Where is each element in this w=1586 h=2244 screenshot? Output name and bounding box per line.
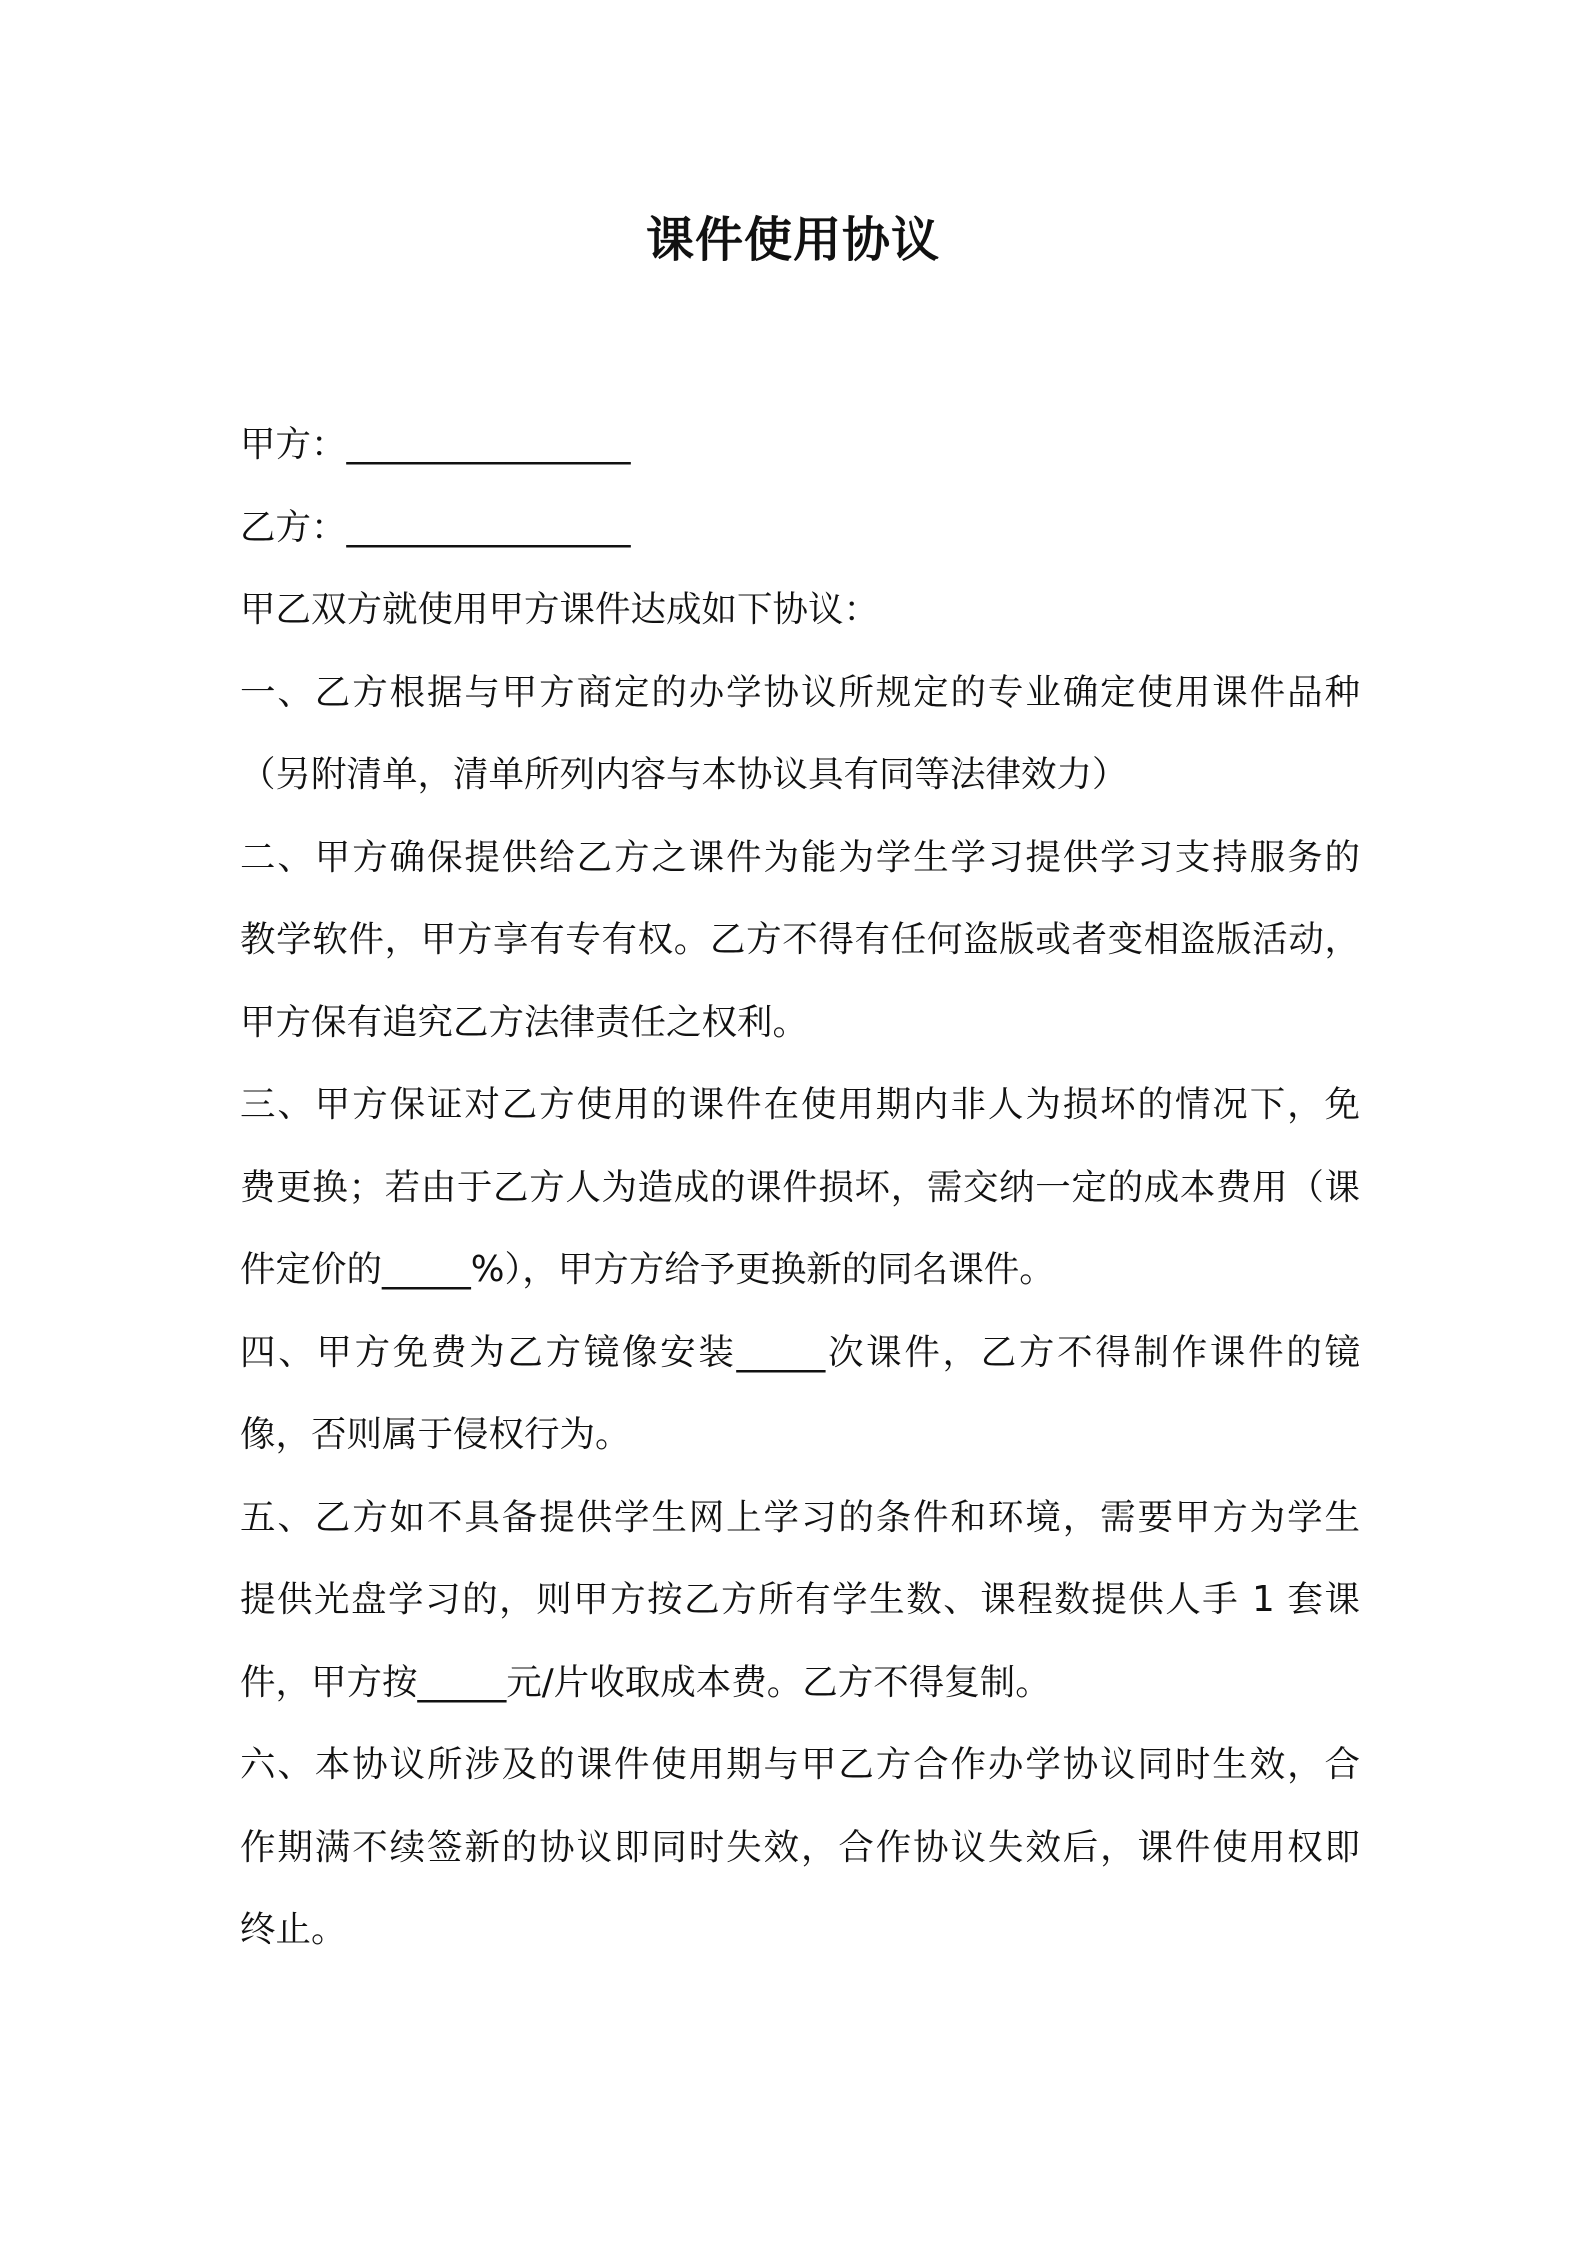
clause-line: 作期满不续签新的协议即同时失效，合作协议失效后，课件使用权即 <box>240 1826 1360 1868</box>
clause-line: 五、乙方如不具备提供学生网上学习的条件和环境，需要甲方为学生 <box>240 1496 1360 1538</box>
clause-line: 像，否则属于侵权行为。 <box>240 1414 631 1455</box>
clause-6 <box>240 1724 1360 1972</box>
clause-line: 教学软件，甲方享有专有权。乙方不得有任何盗版或者变相盗版活动， <box>240 919 1360 960</box>
clause-line: 费更换；若由于乙方人为造成的课件损坏，需交纳一定的成本费用（课 <box>240 1166 1360 1208</box>
document-body <box>240 404 1360 1972</box>
party-a-line: 甲方：________________ <box>240 424 631 465</box>
clause-1 <box>240 652 1360 817</box>
clause-line: 六、本协议所涉及的课件使用期与甲乙方合作办学协议同时生效，合 <box>240 1744 1360 1785</box>
party-b-line: 乙方：________________ <box>240 506 631 548</box>
document-title: 课件使用协议 <box>645 212 940 268</box>
intro-line: 甲乙双方就使用甲方课件达成如下协议： <box>240 589 880 630</box>
clause-line: 二、甲方确保提供给乙方之课件为能为学生学习提供学习支持服务的 <box>240 836 1360 878</box>
clause-line: 终止。 <box>240 1909 347 1950</box>
clause-3 <box>240 1064 1360 1312</box>
clause-line: 件定价的_____%），甲方方给予更换新的同名课件。 <box>240 1249 1055 1290</box>
clause-line: 一、乙方根据与甲方商定的办学协议所规定的专业确定使用课件品种 <box>240 671 1360 713</box>
clause-line: 四、甲方免费为乙方镜像安装_____次课件，乙方不得制作课件的镜 <box>240 1331 1360 1373</box>
clause-line: 三、甲方保证对乙方使用的课件在使用期内非人为损坏的情况下，免 <box>240 1084 1360 1125</box>
clause-5 <box>240 1477 1360 1725</box>
clause-2 <box>240 817 1360 1065</box>
clause-4 <box>240 1312 1360 1477</box>
clause-line: （另附清单，清单所列内容与本协议具有同等法律效力） <box>240 754 1128 795</box>
clause-line: 甲方保有追究乙方法律责任之权利。 <box>240 1001 809 1043</box>
clause-line: 提供光盘学习的，则甲方按乙方所有学生数、课程数提供人手 1 套课 <box>240 1579 1360 1620</box>
clause-line: 件，甲方按_____元/片收取成本费。乙方不得复制。 <box>240 1661 1051 1703</box>
